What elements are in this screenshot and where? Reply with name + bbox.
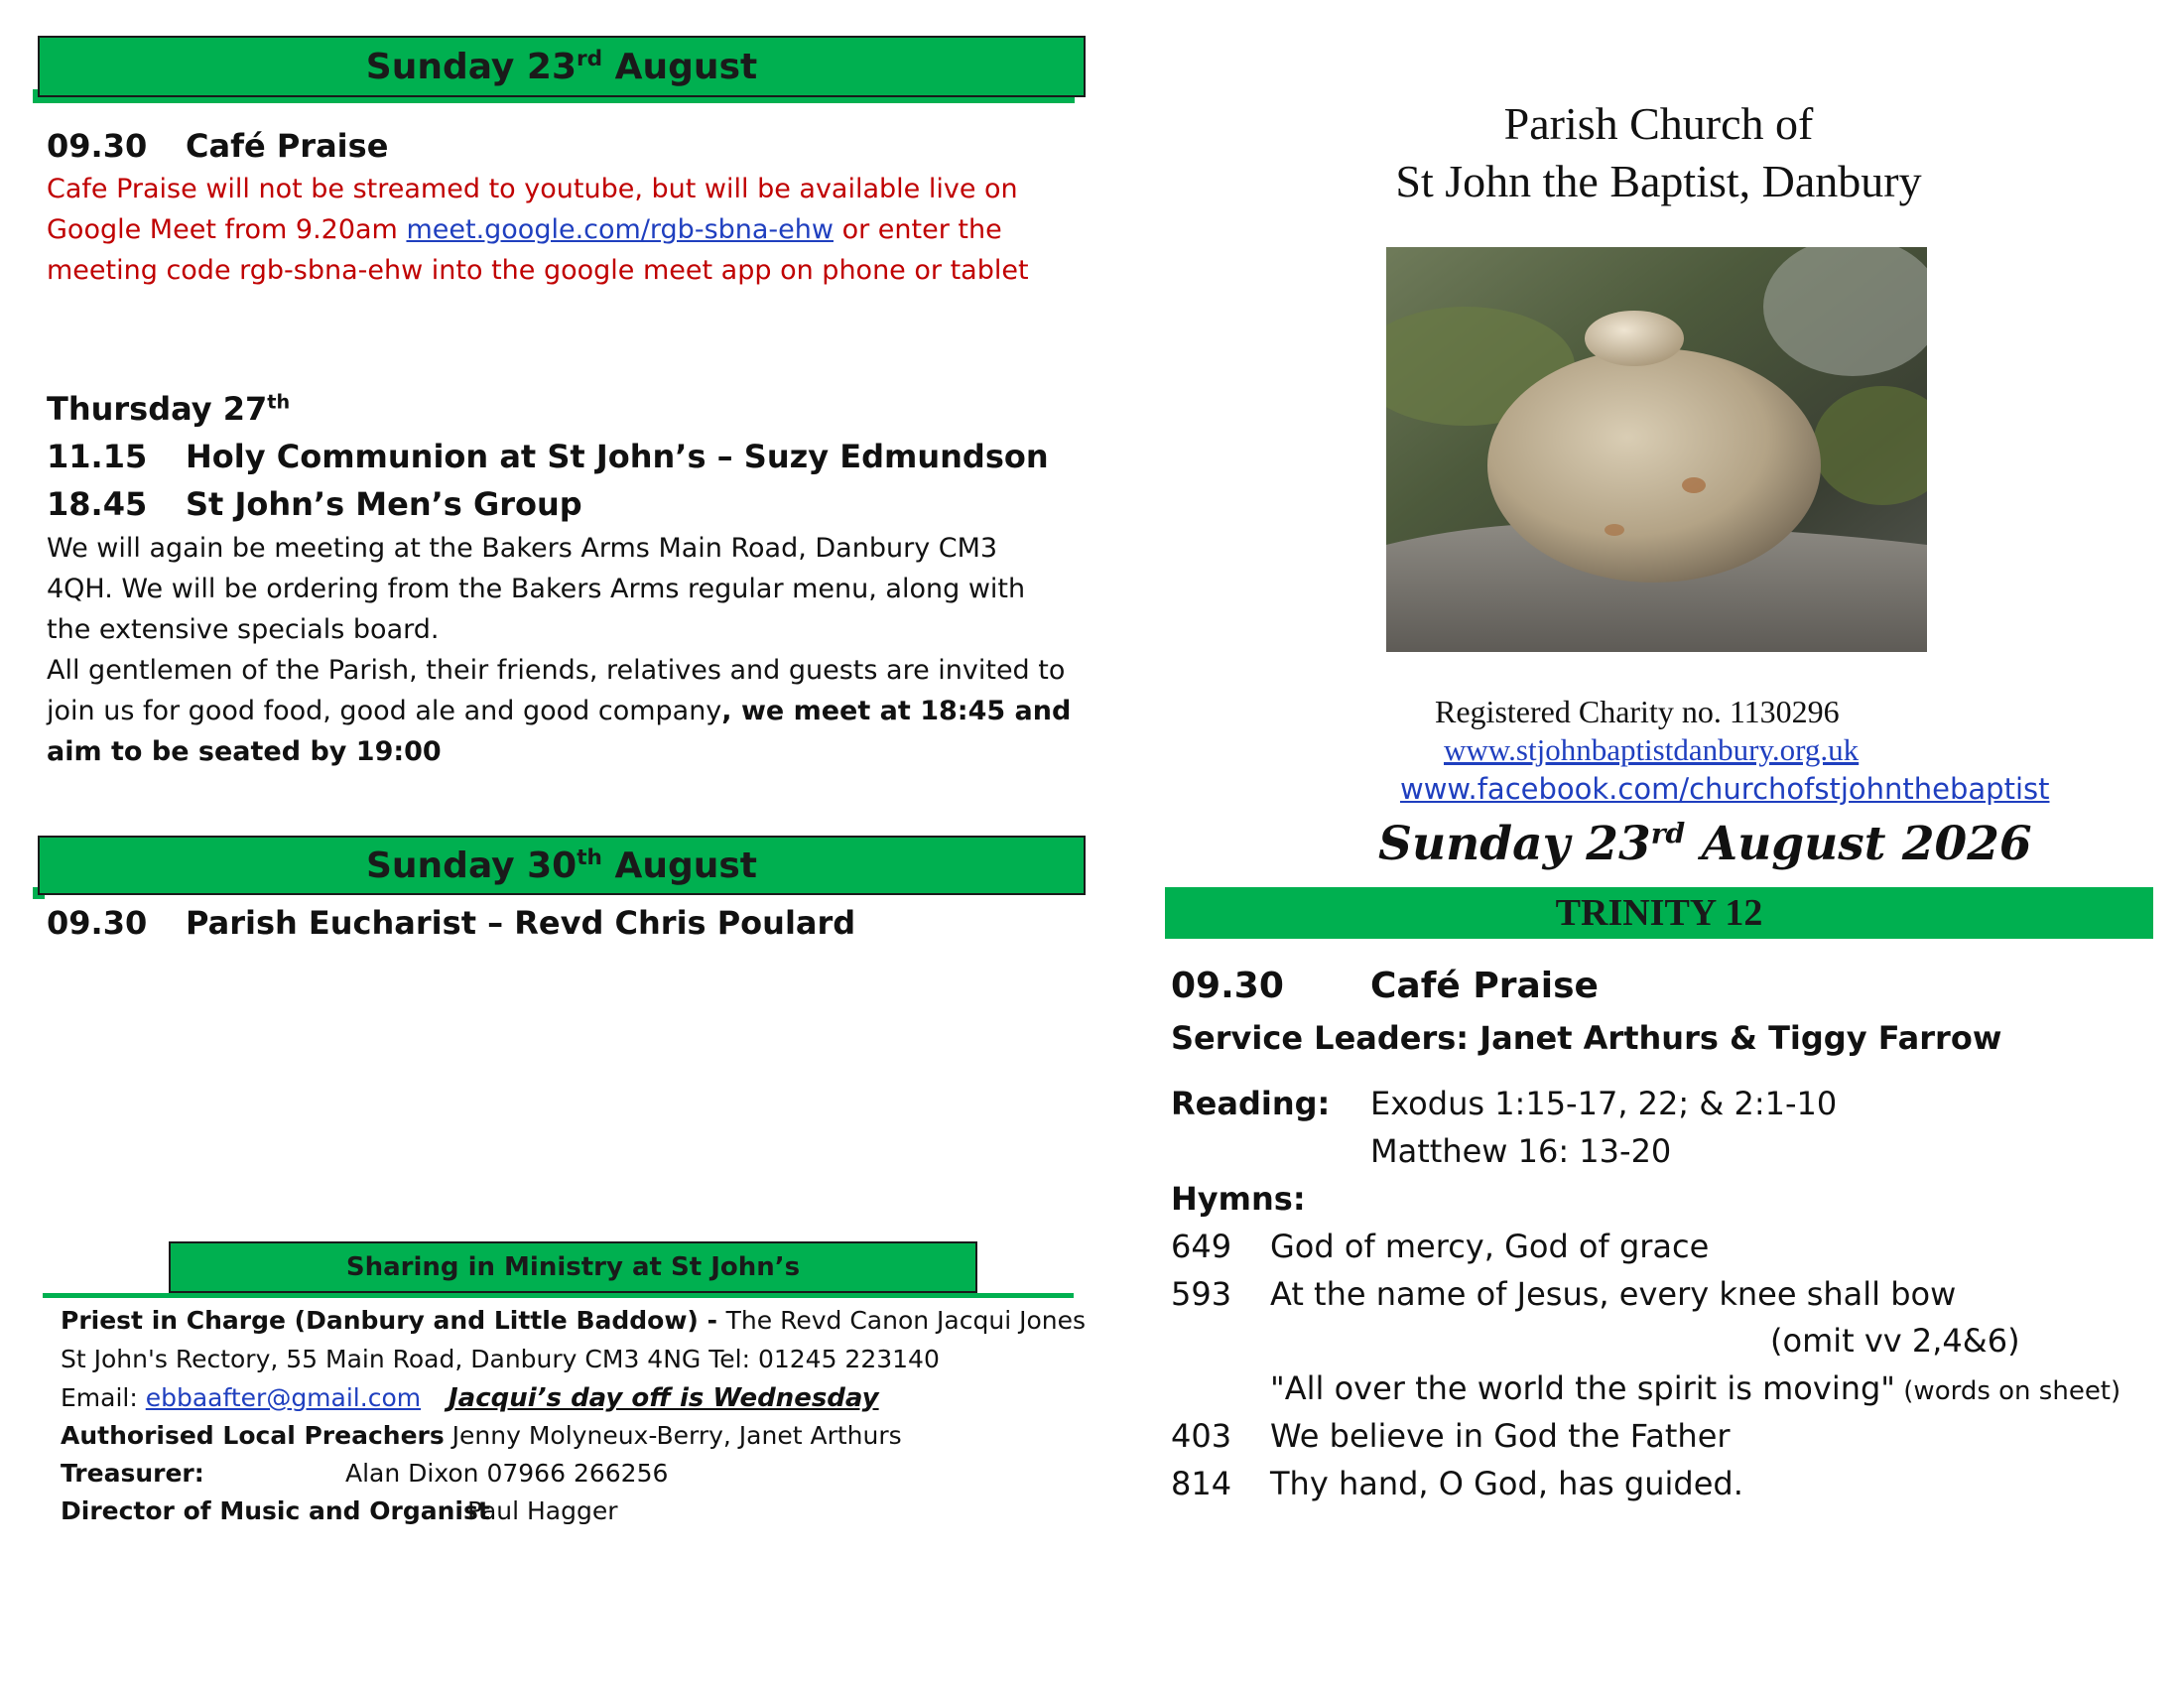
google-meet-link[interactable]: meet.google.com/rgb-sbna-ehw: [406, 214, 834, 245]
parish-title-line1: Parish Church of: [1503, 98, 1814, 149]
reading-1: Exodus 1:15-17, 22; & 2:1-10: [1370, 1085, 1838, 1122]
hymns-label: Hymns:: [1171, 1180, 1306, 1218]
hymn-number: 593: [1171, 1275, 1232, 1313]
hymn-title: God of mercy, God of grace: [1270, 1228, 1710, 1265]
mens-group-text: the extensive specials board.: [47, 614, 440, 645]
hymn-number: 814: [1171, 1465, 1232, 1502]
event-title: Café Praise: [186, 127, 389, 165]
parish-title-line2: St John the Baptist, Danbury: [1395, 156, 1922, 206]
hymn-title: Thy hand, O God, has guided.: [1270, 1465, 1743, 1502]
trinity-banner: TRINITY 12: [1165, 887, 2153, 939]
ministry-heading: Sharing in Ministry at St John’s: [169, 1241, 977, 1293]
mens-group-text: 4QH. We will be ordering from the Bakers Arms regular menu, along with: [47, 574, 1026, 604]
event-time: 18.45: [47, 485, 148, 523]
event-time: 09.30: [47, 127, 148, 165]
email-line: Email: ebbaafter@gmail.com: [61, 1383, 422, 1412]
event-title: St John’s Men’s Group: [186, 485, 582, 523]
hymn-title: We believe in God the Father: [1270, 1417, 1731, 1455]
reading-label: Reading:: [1171, 1085, 1331, 1122]
day-off-note: Jacqui’s day off is Wednesday: [449, 1383, 879, 1413]
banner-date-text: Sunday 23rd August: [365, 46, 758, 87]
balanced-stones-photo: [1386, 247, 1927, 652]
day-heading-thursday: Thursday 27th: [47, 390, 291, 428]
streaming-note-line3: meeting code rgb-sbna-ehw into the google meet app on phone or tablet: [47, 255, 1029, 286]
section-banner-sunday-23: [38, 36, 1086, 97]
streaming-note: Cafe Praise will not be streamed to youtube, but will be available live on: [47, 174, 1018, 204]
service-date: Sunday 23rd August 2026: [1378, 817, 2032, 871]
mens-group-text: aim to be seated by 19:00: [47, 736, 442, 767]
charity-number: Registered Charity no. 1130296: [1435, 694, 1840, 729]
section-banner-sunday-30: [38, 836, 1086, 895]
mens-group-text: We will again be meeting at the Bakers Arms Main Road, Danbury CM3: [47, 533, 998, 564]
email-link[interactable]: ebbaafter@gmail.com: [145, 1383, 422, 1412]
event-title: Parish Eucharist – Revd Chris Poulard: [186, 904, 856, 942]
hymn-number: 403: [1171, 1417, 1232, 1455]
event-time: 09.30: [47, 904, 148, 942]
service-time: 09.30: [1171, 966, 1284, 1006]
music-value: Paul Hagger: [467, 1496, 618, 1525]
music-label: Director of Music and Organist: [61, 1496, 490, 1525]
ministry-divider: [43, 1293, 1074, 1298]
treasurer-label: Treasurer:: [61, 1459, 204, 1488]
treasurer-value: Alan Dixon 07966 266256: [345, 1459, 669, 1488]
mens-group-text: All gentlemen of the Parish, their friends, relatives and guests are invited to: [47, 655, 1066, 686]
hymn-number: 649: [1171, 1228, 1232, 1265]
banner-date-text: Sunday 30th August: [365, 844, 757, 886]
priest-line: Priest in Charge (Danbury and Little Baddow) - The Revd Canon Jacqui Jones: [61, 1306, 1087, 1335]
hymn-title: At the name of Jesus, every knee shall bow: [1270, 1275, 1957, 1313]
hymn-note: (omit vv 2,4&6): [1770, 1322, 2020, 1360]
service-title: Café Praise: [1370, 966, 1599, 1006]
service-leaders: Service Leaders: Janet Arthurs & Tiggy Farrow: [1171, 1019, 2002, 1057]
event-time: 11.15: [47, 438, 148, 475]
website-link[interactable]: www.stjohnbaptistdanbury.org.uk: [1444, 732, 1860, 767]
rectory-address: St John's Rectory, 55 Main Road, Danbury CM3 4NG Tel: 01245 223140: [61, 1345, 940, 1373]
streaming-note-line2: Google Meet from 9.20am meet.google.com/rgb-sbna-ehw or enter the: [47, 214, 1002, 245]
facebook-link[interactable]: www.facebook.com/churchofstjohnthebaptist: [1400, 772, 2050, 806]
preachers-line: Authorised Local Preachers Jenny Molyneux-Berry, Janet Arthurs: [61, 1421, 902, 1450]
hymn-title: "All over the world the spirit is moving" (words on sheet): [1270, 1369, 2121, 1407]
mens-group-text: join us for good food, good ale and good company, we meet at 18:45 and: [47, 696, 1072, 726]
event-title: Holy Communion at St John’s – Suzy Edmundson: [186, 438, 1049, 475]
reading-2: Matthew 16: 13-20: [1370, 1132, 1672, 1170]
